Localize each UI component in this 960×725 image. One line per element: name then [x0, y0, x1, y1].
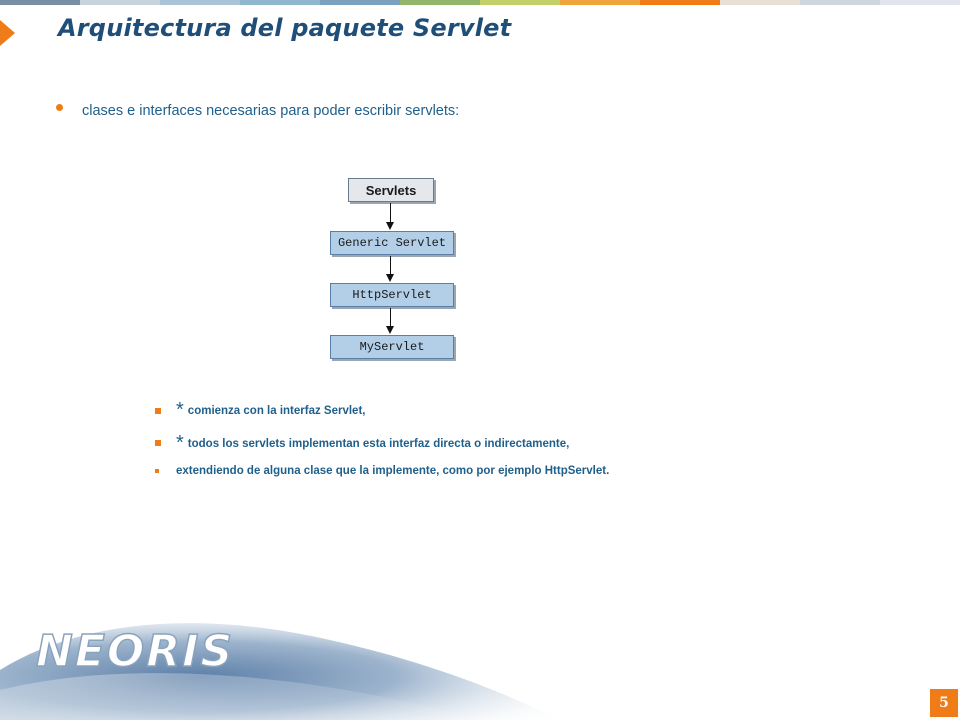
note-text-1: comienza con la interfaz Servlet, [187, 405, 366, 417]
diagram-connector [390, 308, 391, 327]
top-bar-segment [480, 0, 560, 5]
top-bar-segment [400, 0, 480, 5]
note-line-3: extendiendo de alguna clase que la implemente, como por ejemplo HttpServlet. [176, 465, 610, 477]
diagram-connector [390, 256, 391, 275]
arrow-down-icon [386, 274, 394, 282]
star-marker: * [176, 432, 184, 454]
diagram-box-servlets: Servlets [348, 178, 434, 202]
logo-swoosh-icon [0, 600, 560, 720]
top-bar-segment [880, 0, 960, 5]
note-line-2 [176, 432, 569, 455]
top-bar-segment [240, 0, 320, 5]
small-square-bullet-icon [155, 469, 159, 473]
note-line-1 [176, 399, 365, 422]
star-marker: * [176, 399, 184, 421]
top-color-bar [0, 0, 960, 5]
page-number: 5 [930, 689, 958, 717]
bullet-dot-icon [56, 104, 63, 111]
arrow-down-icon [386, 222, 394, 230]
logo-text: NEORIS [36, 626, 235, 677]
top-bar-segment [560, 0, 640, 5]
neoris-logo [0, 600, 560, 720]
diagram-box-httpservlet: HttpServlet [330, 283, 454, 307]
servlet-hierarchy-diagram [320, 170, 470, 370]
top-bar-segment [80, 0, 160, 5]
slide-title: Arquitectura del paquete Servlet [58, 14, 512, 42]
diagram-box-generic-servlet: Generic Servlet [330, 231, 454, 255]
orange-arrow-icon [0, 20, 15, 46]
note-text-2: todos los servlets implementan esta interfaz directa o indirectamente, [187, 438, 570, 450]
top-bar-segment [320, 0, 400, 5]
top-bar-segment [640, 0, 720, 5]
diagram-connector [390, 203, 391, 223]
top-bar-segment [800, 0, 880, 5]
intro-text: clases e interfaces necesarias para poder escribir servlets: [82, 103, 460, 119]
top-bar-segment [0, 0, 80, 5]
arrow-down-icon [386, 326, 394, 334]
top-bar-segment [720, 0, 800, 5]
top-bar-segment [160, 0, 240, 5]
diagram-box-myservlet: MyServlet [330, 335, 454, 359]
square-bullet-icon [155, 440, 161, 446]
square-bullet-icon [155, 408, 161, 414]
